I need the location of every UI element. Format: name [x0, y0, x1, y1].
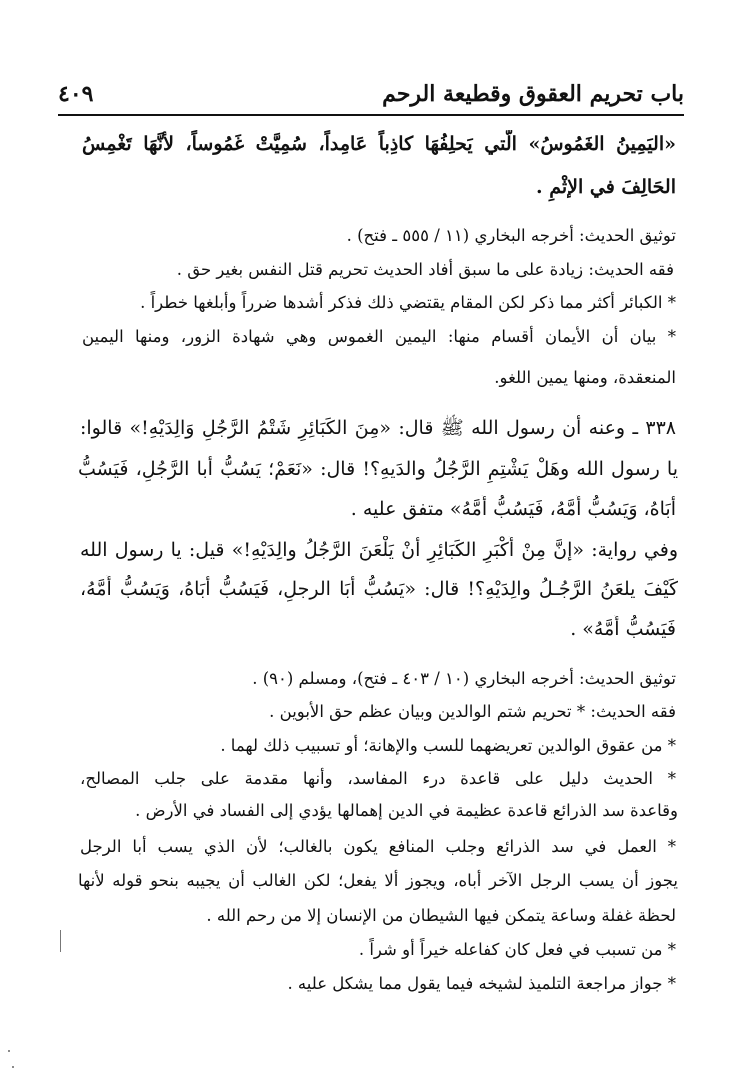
text-line: * جواز مراجعة التلميذ لشيخه فيما يقول مما يشكل عليه . [287, 974, 676, 993]
text-line: المنعقدة، ومنها يمين اللغو. [494, 368, 676, 387]
text-line: يجوز أن يسب الرجل الآخر أباه، ويجوز ألا يفعل؛ لكن الغالب أن يجيبه بنحو قوله لأنها [78, 871, 678, 890]
text-line: * الحديث دليل على قاعدة درء المفاسد، وأنها مقدمة على جلب المصالح، [80, 769, 676, 788]
text-line: وقاعدة سد الذرائع قاعدة عظيمة في الدين إهمالها يؤدي إلى الفساد في الأرض . [135, 801, 678, 820]
text-line: * من تسبب في فعل كان كفاعله خيراً أو شراً . [358, 940, 676, 959]
scan-speck [12, 1066, 14, 1068]
text-line: توثيق الحديث: أخرجه البخاري (١٠ / ٤٠٣ ـ فتح)، ومسلم (٩٠) . [252, 669, 676, 688]
text-line: فقه الحديث: زيادة على ما سبق أفاد الحديث تحريم قتل النفس بغير حق . [176, 260, 674, 279]
text-line: * الكبائر أكثر مما ذكر لكن المقام يقتضي ذلك فذكر أشدها ضرراً وأبلغها خطراً . [140, 293, 676, 312]
text-line: فَيَسُبُّ أُمَّهُ» . [570, 618, 676, 640]
text-line: * من عقوق الوالدين تعريضهما للسب والإهانة؛ أو تسبيب ذلك لهما . [220, 736, 676, 755]
running-header [58, 76, 684, 112]
chapter-title: باب تحريم العقوق وقطيعة الرحم [382, 81, 684, 107]
text-line: * بيان أن الأيمان أقسام منها: اليمين الغموس وهي شهادة الزور، ومنها اليمين [82, 327, 676, 346]
text-line: يا رسول الله وهَلْ يَشْتِمِ الرَّجُلُ والدَيهِ؟! قال: «نَعَمْ؛ يَسُبُّ أبا الرَّجُلِ، فَيَسُبُّ [78, 458, 678, 480]
text-line: فقه الحديث: * تحريم شتم الوالدين وبيان عظم حق الأبوين . [269, 702, 676, 721]
text-line: توثيق الحديث: أخرجه البخاري (١١ / ٥٥٥ ـ فتح) . [346, 226, 676, 245]
text-line: لحظة غفلة وساعة يتمكن فيها الشيطان من الإنسان إلا من رحم الله . [206, 906, 676, 925]
text-line: * العمل في سد الذرائع وجلب المنافع يكون بالغالب؛ لأن الذي يسب أبا الرجل [80, 837, 676, 856]
scan-mark [60, 930, 62, 952]
scan-speck [8, 1050, 10, 1052]
text-line: كَيْفَ يلعَنُ الرَّجُـلُ والِدَيْهِ؟! قال: «يَسُبُّ أبَا الرجلِ، فَيَسُبُّ أبَاهُ، وَيَسُبُّ أُمَّهُ، [80, 578, 678, 600]
text-line: الحَالِفَ في الإثْمِ . [535, 176, 676, 198]
header-rule [58, 114, 684, 116]
text-line: أبَاهُ، وَيَسُبُّ أُمَّهُ، فَيَسُبُّ أُمَّهُ» متفق عليه . [350, 498, 676, 520]
page-number: ٤٠٩ [58, 81, 94, 107]
text-line: «اليَمِينُ الغَمُوسُ» الَّتي يَحلِفُهَا كاذِباً عَامِداً، سُمِيَّتْ غَمُوساً، لأنَّهَا تَغْمِسُ [82, 133, 676, 155]
text-line: ٣٣٨ ـ وعنه أن رسول الله ﷺ قال: «مِنَ الكَبَائِرِ شَتْمُ الرَّجُلِ وَالِدَيْهِ!» قالوا: [80, 417, 676, 439]
text-line: وفي رواية: «إنَّ مِنْ أَكْبَرِ الكَبَائِرِ أنْ يَلْعَنَ الرَّجُلُ والِدَيْهِ!» قيل: يا رسول الله [80, 539, 678, 561]
